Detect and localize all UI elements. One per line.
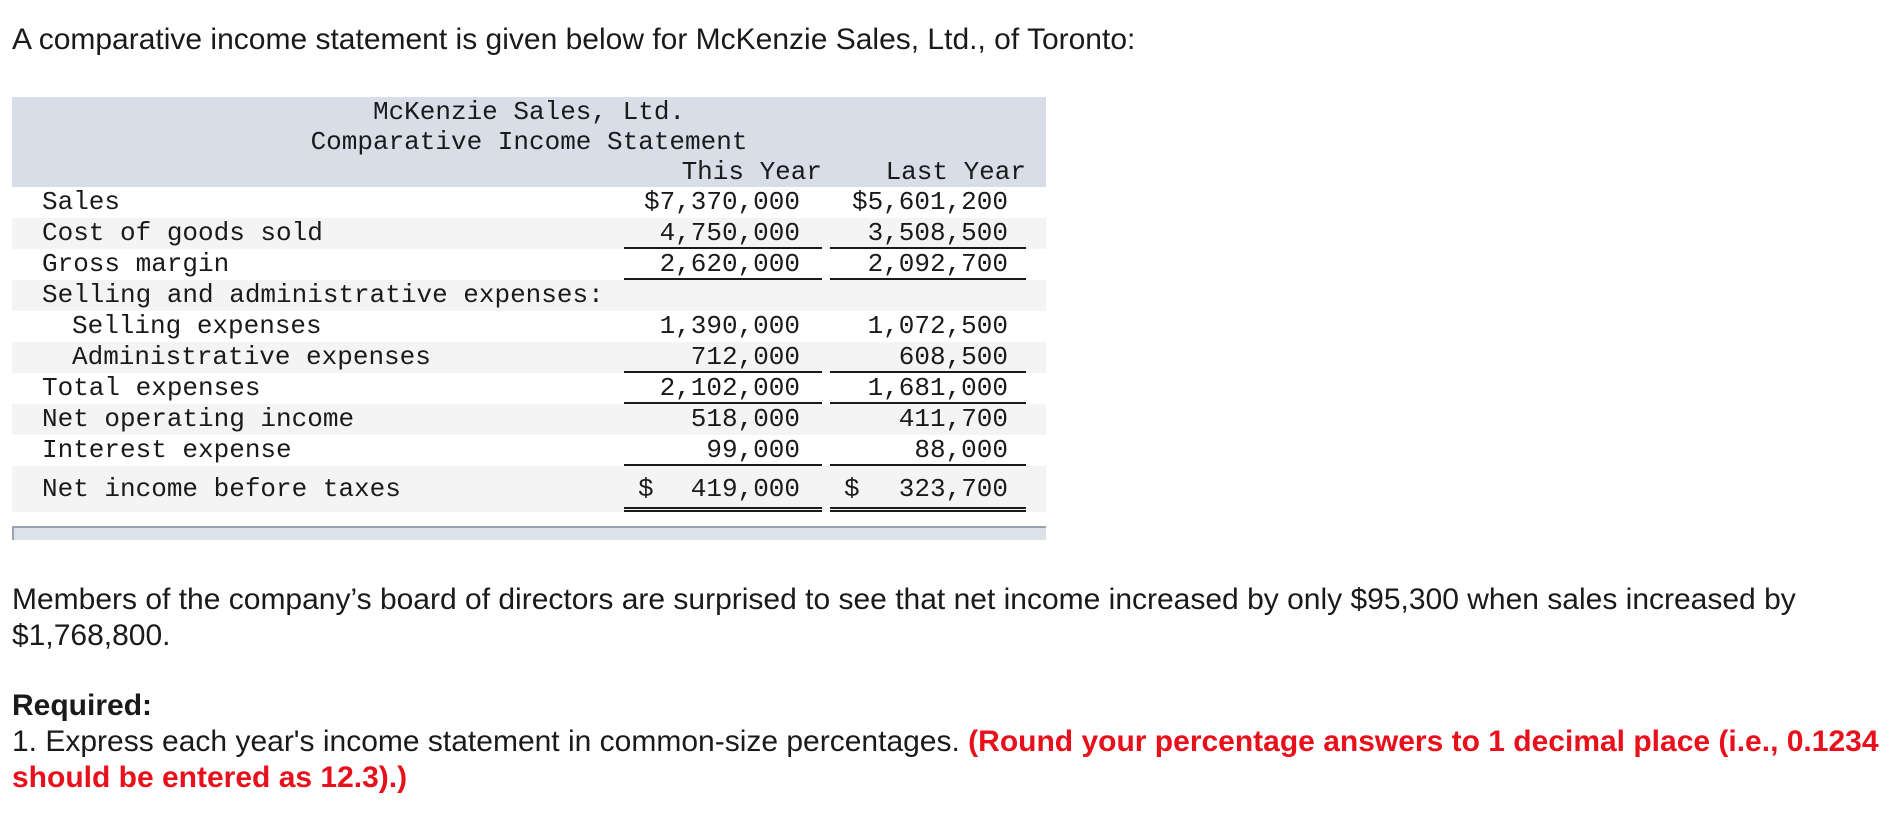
statement-bottom-bar (12, 526, 1046, 540)
company-name: McKenzie Sales, Ltd. (372, 97, 686, 127)
this-year-value: $7,370,000 (643, 187, 800, 217)
last-year-value: 88,000 (830, 435, 1026, 466)
this-year-value: 1,390,000 (659, 311, 800, 341)
row-label: Administrative expenses (72, 342, 431, 372)
row-administrative-expenses (12, 342, 1046, 373)
row-label: Interest expense (42, 435, 292, 465)
this-year-value: 2,102,000 (624, 373, 822, 404)
row-label: Gross margin (42, 249, 230, 279)
statement-footer-spacer (12, 512, 1046, 526)
row-net-operating-income (12, 404, 1046, 435)
last-year-value: 2,092,700 (830, 249, 1026, 280)
row-interest-expense (12, 435, 1046, 466)
row-selling-expenses (12, 311, 1046, 342)
required-instruction (12, 724, 1882, 796)
column-header-last-year: Last Year (885, 157, 1026, 187)
row-label: Sales (42, 187, 121, 217)
row-sales (12, 187, 1046, 218)
statement-header (12, 97, 1046, 187)
income-statement-table (12, 97, 1046, 540)
statement-title: Comparative Income Statement (310, 127, 748, 157)
last-year-value: 608,500 (830, 342, 1026, 373)
rounding-note: (Round your percentage answers to 1 decimal place (i.e., 0.1234 should be entered as 12.3).) (12, 725, 1879, 794)
column-header-this-year: This Year (681, 157, 822, 187)
this-year-value-cell (624, 466, 822, 512)
row-label: Selling expenses (72, 311, 322, 341)
intro-text: A comparative income statement is given below for McKenzie Sales, Ltd., of Toronto: (12, 23, 1136, 56)
this-year-value: 4,750,000 (624, 218, 822, 249)
row-gross-margin (12, 249, 1046, 280)
last-year-value: 323,700 (898, 474, 1008, 504)
last-year-value: 3,508,500 (830, 218, 1026, 249)
this-year-value: 99,000 (624, 435, 822, 466)
required-heading: Required: (12, 689, 153, 722)
this-year-value: 2,620,000 (624, 249, 822, 280)
row-label: Net income before taxes (42, 474, 401, 504)
last-year-value: 411,700 (898, 404, 1008, 434)
last-year-value-cell (830, 466, 1026, 512)
last-year-value: $5,601,200 (851, 187, 1008, 217)
row-selling-admin-heading (12, 280, 1046, 311)
this-year-value: 419,000 (690, 474, 800, 504)
board-paragraph: Members of the company’s board of directors are surprised to see that net income increased by only $95,300 when sales increased by $1,768,800. (12, 583, 1796, 652)
row-label: Total expenses (42, 373, 261, 403)
currency-symbol: $ (844, 474, 860, 504)
last-year-value: 1,072,500 (867, 311, 1008, 341)
row-label: Cost of goods sold (42, 218, 323, 248)
this-year-value: 518,000 (690, 404, 800, 434)
row-cost-of-goods-sold (12, 218, 1046, 249)
this-year-value: 712,000 (624, 342, 822, 373)
row-total-expenses (12, 373, 1046, 404)
row-label: Net operating income (42, 404, 355, 434)
instruction-text: 1. Express each year's income statement in common-size percentages. (12, 725, 960, 758)
last-year-value: 1,681,000 (830, 373, 1026, 404)
row-net-income-before-taxes (12, 466, 1046, 512)
currency-symbol: $ (638, 474, 654, 504)
row-label: Selling and administrative expenses: (42, 280, 604, 310)
